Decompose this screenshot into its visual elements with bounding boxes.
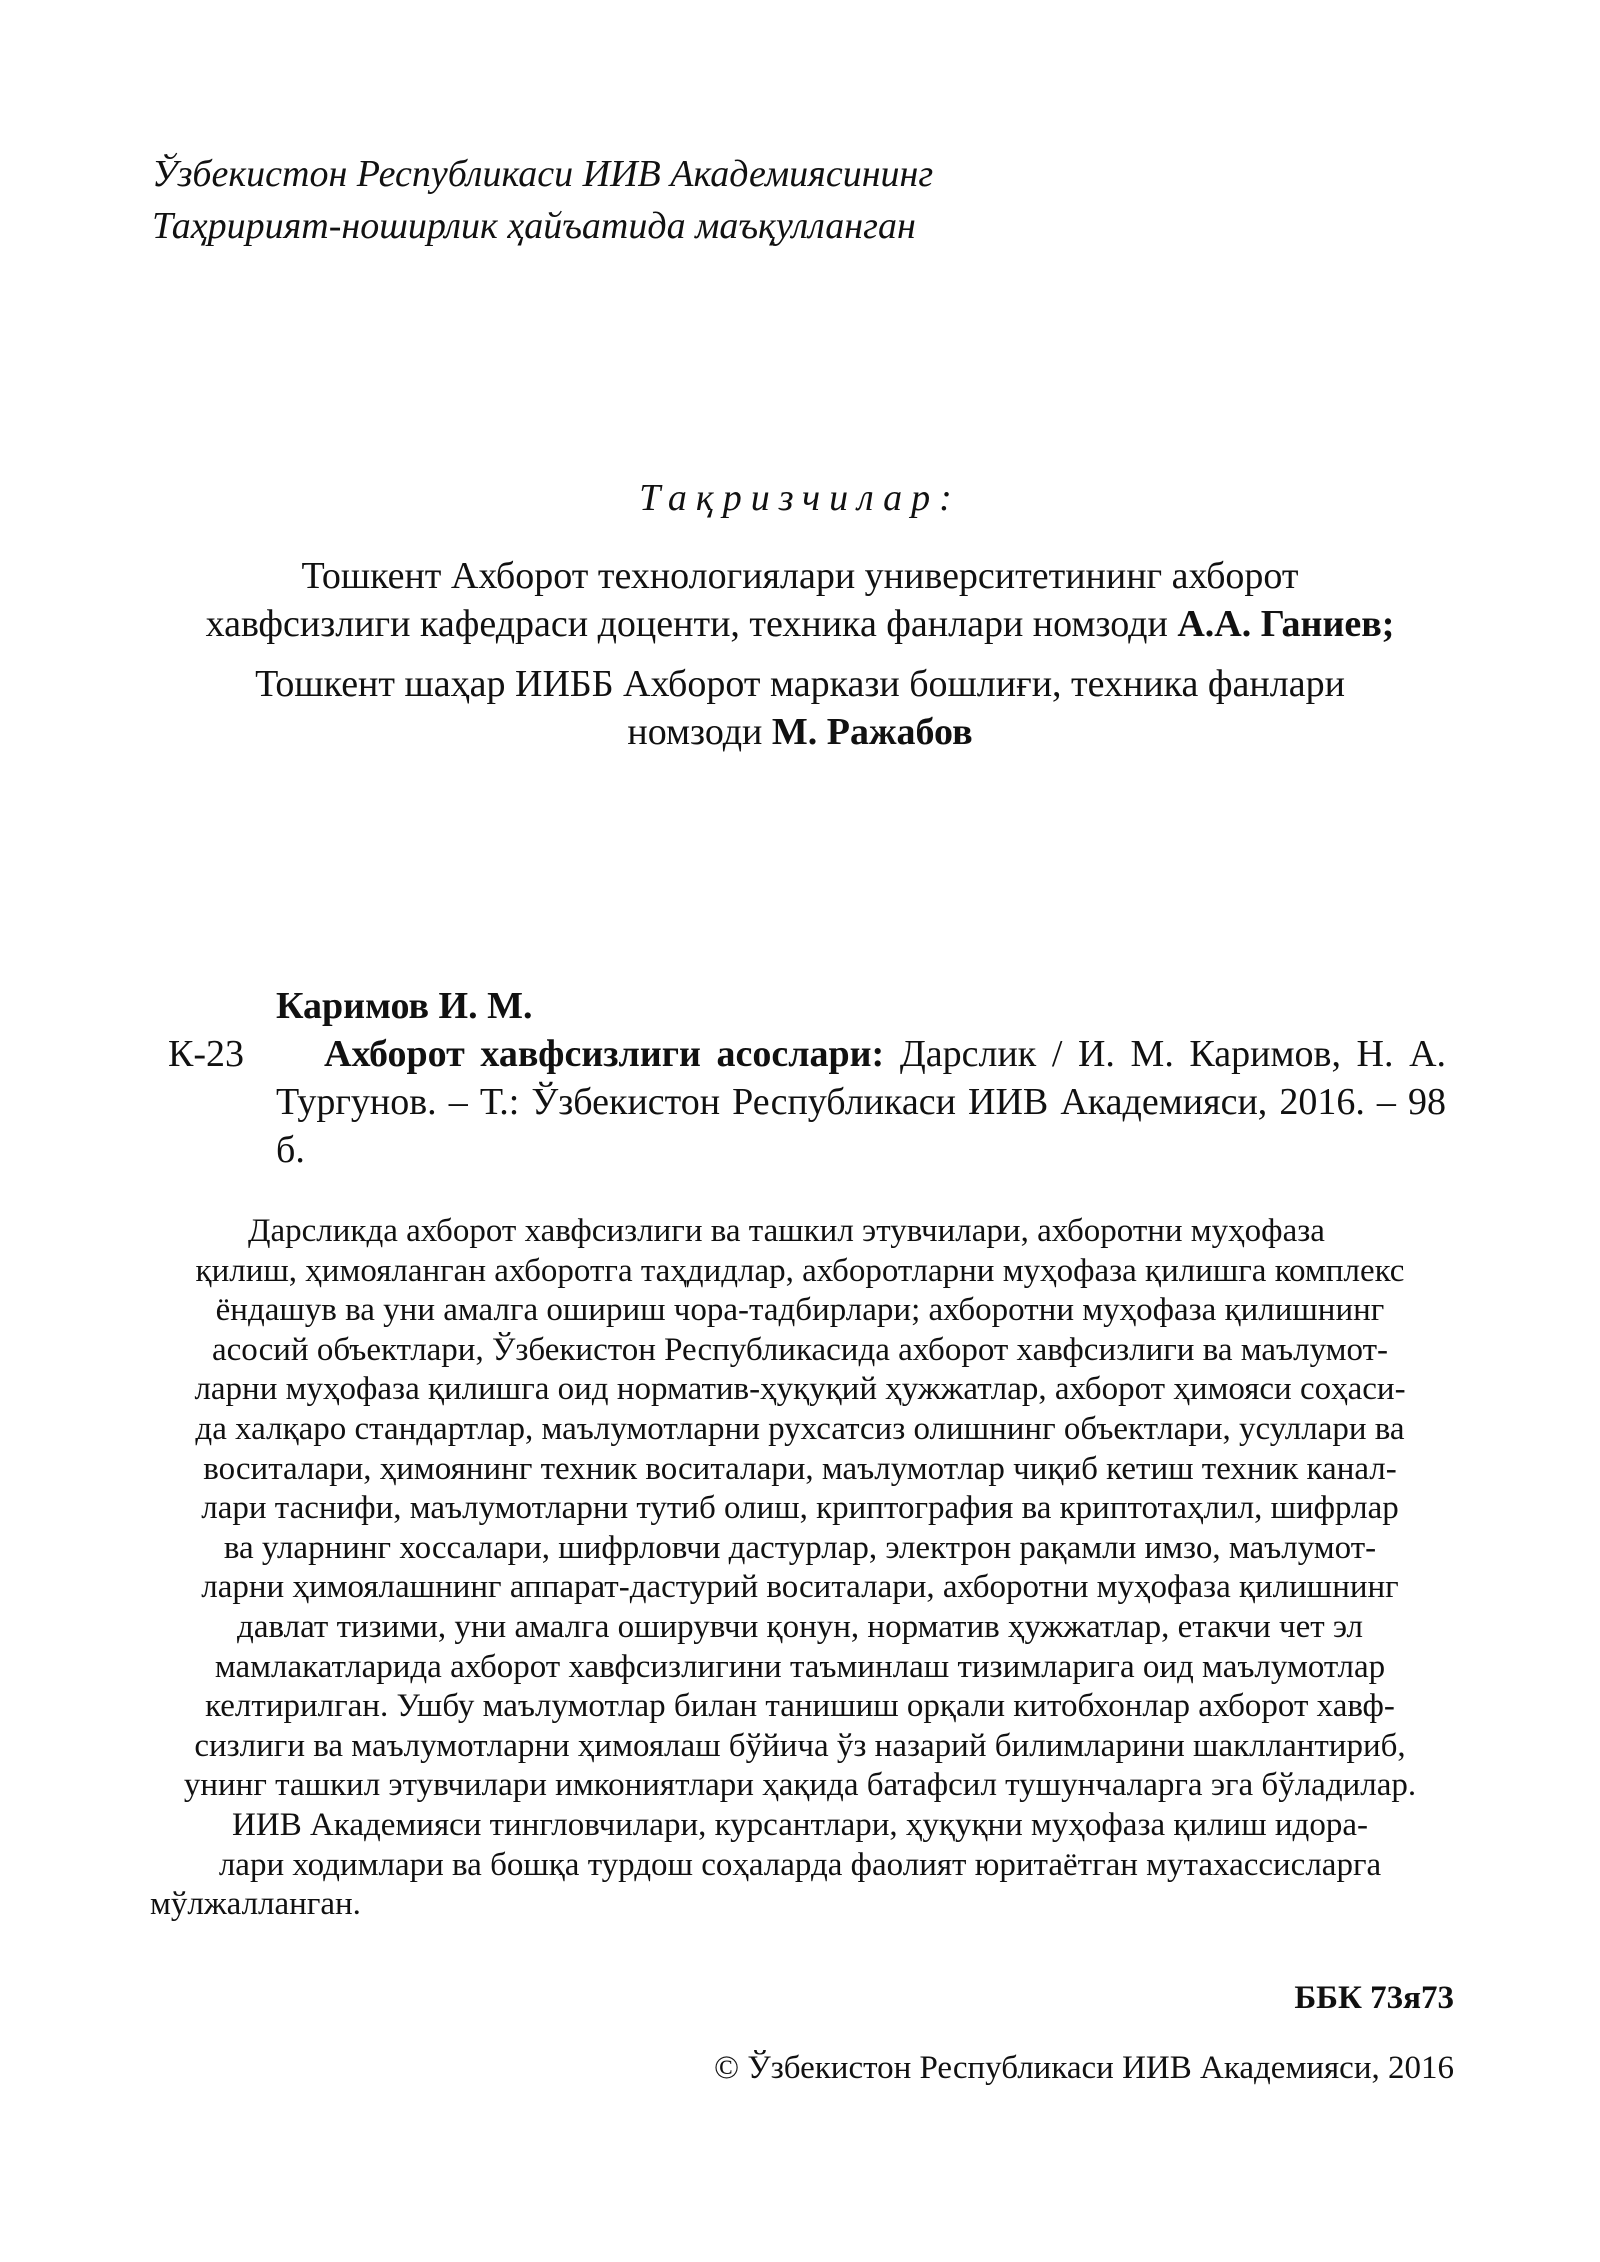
abstract-line: Дарсликда ахборот хавфсизлиги ва ташкил этувчилари, ахборотни муҳофаза	[248, 1213, 1325, 1249]
reviewer-1-affiliation: хавфсизлиги кафедраси доценти, техника фанлари номзоди	[205, 603, 1168, 645]
reviewer-1-line-1: Тошкент Ахборот технологиялари университетининг ахборот	[301, 555, 1299, 597]
abstract-line: воситалари, ҳимоянинг техник воситалари, маълумотлар чиқиб кетиш техник канал-	[203, 1450, 1397, 1487]
bibliography-author: Каримов И. М.	[276, 985, 533, 1027]
abstract-line: лари таснифи, маълумотларни тутиб олиш, криптография ва криптотаҳлил, шифрлар	[201, 1490, 1399, 1527]
bibliography-code: К-23	[168, 1033, 244, 1075]
approval-line-1: Ўзбекистон Республикаси ИИВ Академиясининг	[152, 153, 934, 195]
abstract-line: ларни муҳофаза қилишга оид норматив-ҳуқуқий ҳужжатлар, ахборот ҳимояси соҳаси-	[194, 1371, 1406, 1408]
abstract-line: асосий объектлари, Ўзбекистон Республикасида ахборот хавфсизлиги ва маълумот-	[211, 1331, 1389, 1368]
abstract-line: мўлжалланган.	[150, 1886, 361, 1923]
abstract-line: мамлакатларида ахборот хавфсизлигини таъминлаш тизимларига оид маълумотлар	[214, 1648, 1386, 1685]
approval-line-2: Таҳририят-ноширлик ҳайъатида маъқулланган	[152, 205, 916, 247]
book-title: Ахборот хавфсизлиги асослари:	[324, 1033, 885, 1075]
abstract-line: сизлиги ва маълумотларни ҳимоялаш бўйича ўз назарий билимларини шакллантириб,	[194, 1727, 1406, 1764]
abstract-line: ва уларнинг хоссалари, шифрловчи дастурлар, электрон рақамли имзо, маълумот-	[223, 1529, 1377, 1566]
book-details: Дарслик / И. М. Каримов, Н. А. Тургунов. – Т.: Ўзбекистон Республикаси ИИВ Академияси, 2016. – 98 б.	[276, 1033, 1447, 1171]
abstract-line: давлат тизими, уни амалга оширувчи қонун, норматив ҳужжатлар, етакчи чет эл	[237, 1608, 1363, 1645]
abstract-line: лари ходимлари ва бошқа турдош соҳаларда фаолият юритаётган мутахассисларга	[218, 1846, 1382, 1883]
approval-note	[152, 148, 933, 252]
abstract	[150, 1212, 1450, 1925]
bbk-code: ББК 73я73	[1294, 1980, 1454, 2016]
reviewer-2	[0, 660, 1600, 756]
reviewer-2-line-1: Тошкент шаҳар ИИББ Ахборот маркази бошлиғи, техника фанлари	[255, 663, 1345, 705]
abstract-line: да халқаро стандартлар, маълумотларни рухсатсиз олишнинг объектлари, усуллари ва	[195, 1410, 1405, 1447]
reviewer-2-affiliation: номзоди	[627, 711, 763, 753]
abstract-line: ёндашув ва уни амалга ошириш чора-тадбирлари; ахборотни муҳофаза қилишнинг	[215, 1292, 1385, 1329]
abstract-line: келтирилган. Ушбу маълумотлар билан танишиш орқали китобхонлар ахборот хавф-	[205, 1688, 1395, 1725]
abstract-line: унинг ташкил этувчилари имкониятлари ҳақида батафсил тушунчаларга эга бўладилар.	[183, 1767, 1417, 1804]
copyright-notice: © Ўзбекистон Республикаси ИИВ Академияси, 2016	[714, 2050, 1454, 2086]
reviewer-1	[0, 552, 1600, 648]
reviewers-heading: Тақризчилар:	[639, 477, 961, 519]
abstract-line: ларни ҳимоялашнинг аппарат-дастурий воситалари, ахборотни муҳофаза қилишнинг	[201, 1569, 1399, 1606]
reviewer-2-line-2	[0, 708, 1600, 756]
reviewer-1-line-2	[0, 600, 1600, 648]
reviewer-1-name: А.А. Ганиев;	[1177, 603, 1395, 645]
reviewer-2-name: М. Ражабов	[771, 711, 973, 753]
abstract-line: ИИВ Академияси тингловчилари, курсантлари, ҳуқуқни муҳофаза қилиш идора-	[232, 1806, 1368, 1843]
bibliography-reference	[276, 1030, 1446, 1174]
abstract-line: қилиш, ҳимояланган ахборотга таҳдидлар, ахборотларни муҳофаза қилишга комплекс	[195, 1252, 1405, 1289]
